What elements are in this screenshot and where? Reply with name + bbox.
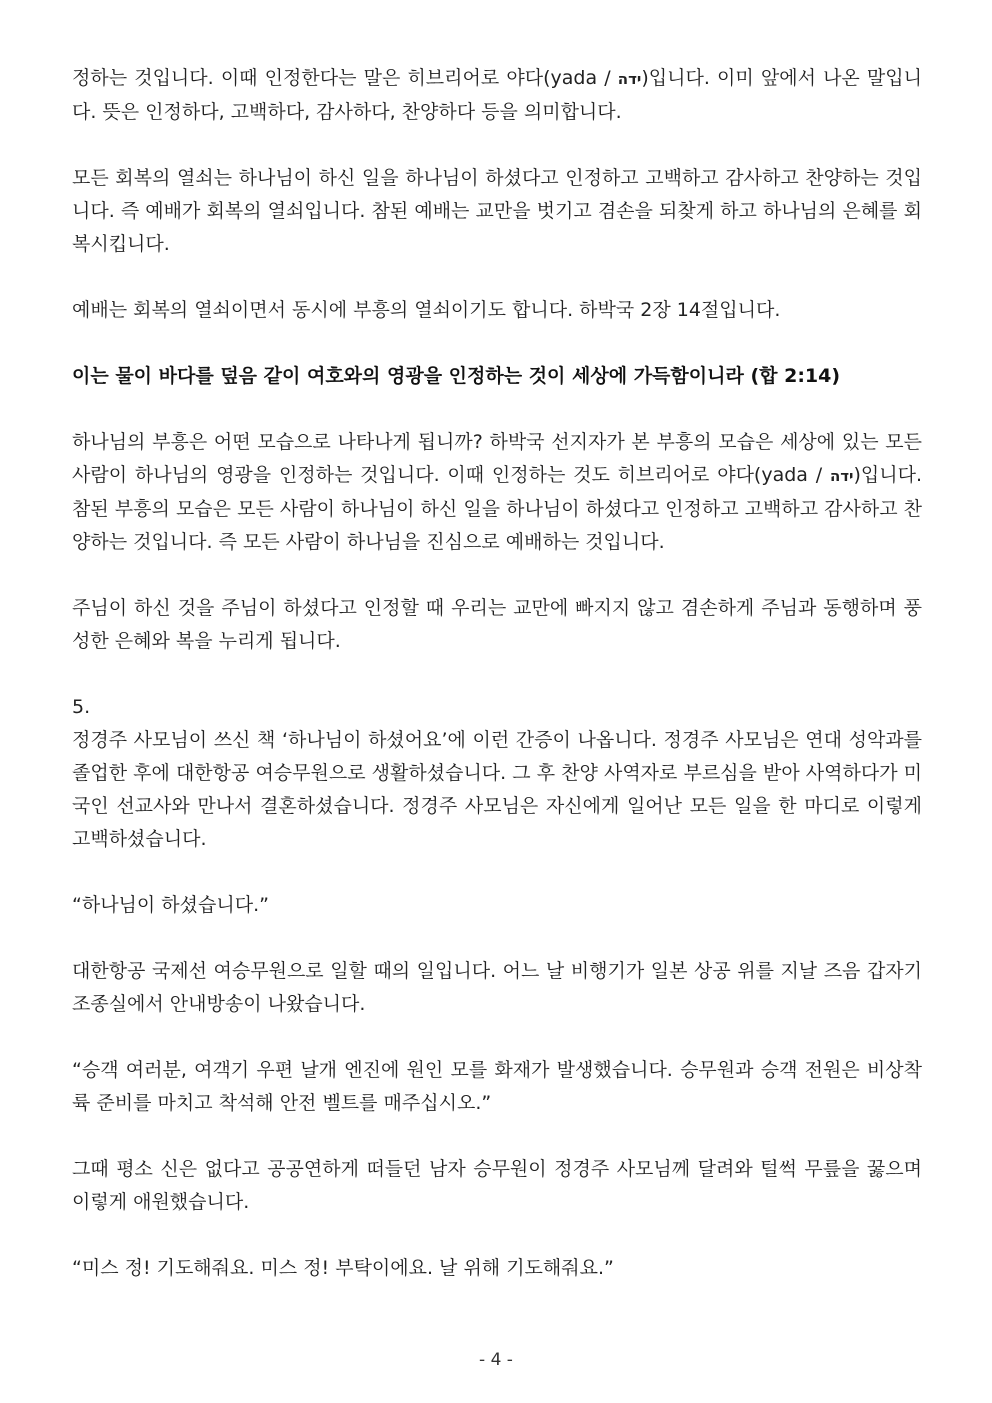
paragraph-3: 예배는 회복의 열쇠이면서 동시에 부흥의 열쇠이기도 합니다. 하박국 2장 14절입니다. bbox=[72, 299, 781, 321]
paragraph-5-text-b: )입니다. 참된 부흥의 모습은 모든 사람이 하나님이 하신 일을 하나님이 하셨다고 인정하고 고백하고 감사하고 찬양하는 것입니다. 즉 모든 사람이 하나님을 진심으로 예배하는 것입니다. bbox=[72, 464, 922, 553]
paragraph-5 bbox=[72, 426, 922, 559]
paragraph-12: 그때 평소 신은 없다고 공공연하게 떠들던 남자 승무원이 정경주 사모님께 달려와 털썩 무릎을 꿇으며 이렇게 애원했습니다. bbox=[72, 1158, 922, 1213]
paragraph-2: 모든 회복의 열쇠는 하나님이 하신 일을 하나님이 하셨다고 인정하고 고백하고 감사하고 찬양하는 것입니다. 즉 예배가 회복의 열쇠입니다. 참된 예배는 교만을 벗기고 겸손을 되찾게 하고 하나님의 은혜를 회복시킵니다. bbox=[72, 167, 922, 255]
paragraph-1-text-a: 정하는 것입니다. 이때 인정한다는 말은 히브리어로 야다(yada / bbox=[72, 67, 618, 89]
scripture-quote: 이는 물이 바다를 덮음 같이 여호와의 영광을 인정하는 것이 세상에 가득함이니라 (합 2:14) bbox=[72, 365, 841, 387]
quote-1: “하나님이 하셨습니다.” bbox=[72, 894, 269, 916]
hebrew-word: ידה bbox=[617, 70, 642, 88]
page-number: - 4 - bbox=[479, 1350, 513, 1370]
paragraph-8: 정경주 사모님이 쓰신 책 ‘하나님이 하셨어요’에 이런 간증이 나옵니다. 정경주 사모님은 연대 성악과를 졸업한 후에 대한항공 여승무원으로 생활하셨습니다. 그 후 찬양 사역자로 부르심을 받아 사역하다가 미국인 선교사와 만나서 결혼하셨습니다. 정경주 사모님은 자신에게 일어난 모든 일을 한 마디로 이렇게 고백하셨습니다. bbox=[72, 729, 922, 850]
paragraph-10: 대한항공 국제선 여승무원으로 일할 때의 일입니다. 어느 날 비행기가 일본 상공 위를 지날 즈음 갑자기 조종실에서 안내방송이 나왔습니다. bbox=[72, 960, 922, 1015]
quote-3: “미스 정! 기도해줘요. 미스 정! 부탁이에요. 날 위해 기도해줘요.” bbox=[72, 1257, 614, 1279]
section-number: 5. bbox=[72, 696, 91, 718]
paragraph-1 bbox=[72, 62, 922, 129]
document-body bbox=[72, 62, 922, 1318]
paragraph-1-text-b: )입니다. 이미 앞에서 나온 말입니다. 뜻은 인정하다, 고백하다, 감사하다, 찬양하다 등을 의미합니다. bbox=[72, 67, 922, 123]
paragraph-5-text-a: 하나님의 부흥은 어떤 모습으로 나타나게 됩니까? 하박국 선지자가 본 부흥의 모습은 세상에 있는 모든 사람이 하나님의 영광을 인정하는 것입니다. 이때 인정하는 것도 히브리어로 야다(yada / bbox=[72, 431, 922, 486]
hebrew-word: ידה bbox=[829, 467, 854, 485]
paragraph-6: 주님이 하신 것을 주님이 하셨다고 인정할 때 우리는 교만에 빠지지 않고 겸손하게 주님과 동행하며 풍성한 은혜와 복을 누리게 됩니다. bbox=[72, 597, 922, 652]
quote-2: “승객 여러분, 여객기 우편 날개 엔진에 원인 모를 화재가 발생했습니다. 승무원과 승객 전원은 비상착륙 준비를 마치고 착석해 안전 벨트를 매주십시오.” bbox=[72, 1059, 922, 1114]
